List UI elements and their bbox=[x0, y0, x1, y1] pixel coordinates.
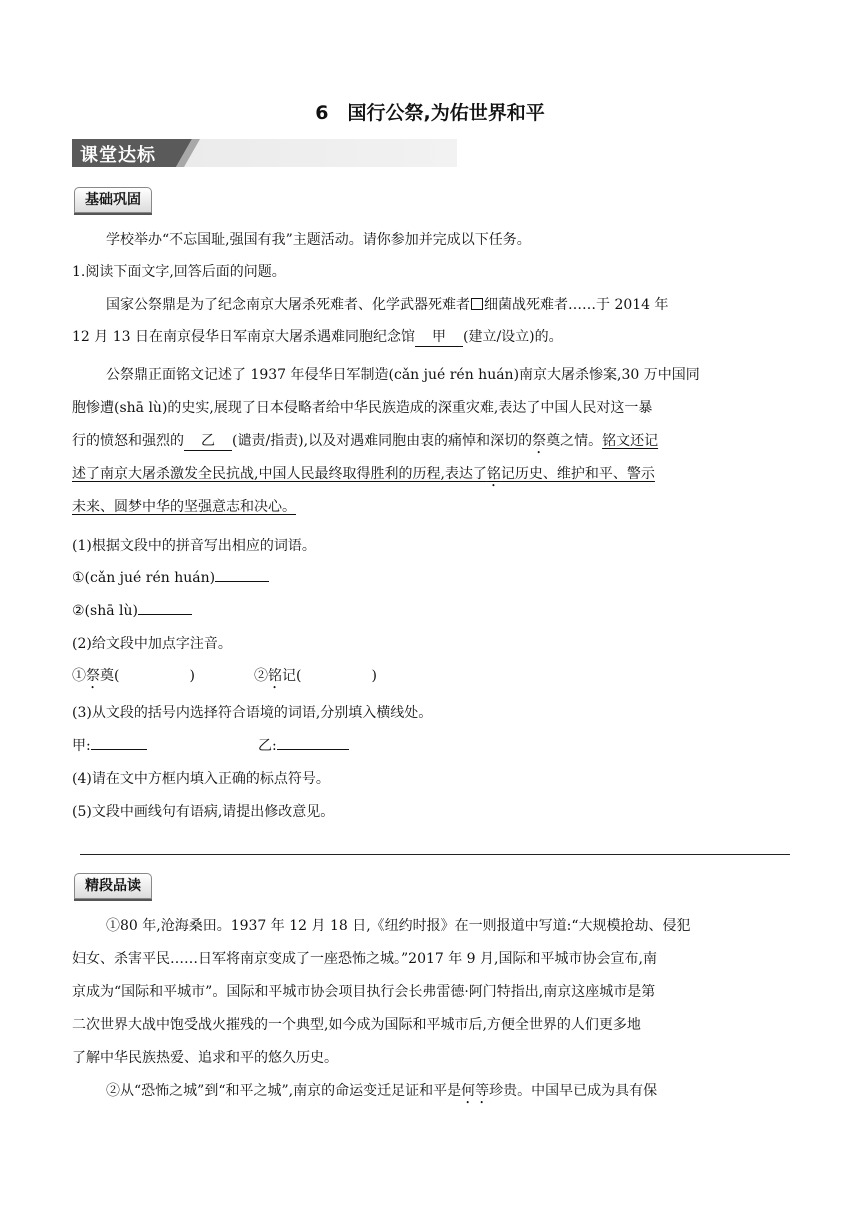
passage-2-line-4: 述了南京大屠杀激发全民抗战,中国人民最终取得胜利的历程,表达了铭记历史、维护和平、警示 bbox=[72, 466, 655, 482]
dotted-char: 铭 bbox=[486, 466, 501, 482]
blank-jia: 甲 bbox=[415, 328, 463, 347]
tag-reading: 精段品读 bbox=[74, 873, 152, 899]
tag-basic: 基础巩固 bbox=[74, 187, 152, 213]
passage-2-line-1: 公祭鼎正面铭文记述了 1937 年侵华日军制造(cǎn jué rén huán)南京大屠杀惨案,30 万中国同 bbox=[106, 367, 700, 383]
reading-line-3: 京成为“国际和平城市”。国际和平城市协会项目执行会长弗雷德·阿门特指出,南京这座城市是第 bbox=[72, 984, 656, 1000]
divider bbox=[80, 854, 790, 855]
passage-1-line-1: 国家公祭鼎是为了纪念南京大屠杀死难者、化学武器死难者 细菌战死难者……于 2014 年 bbox=[106, 297, 669, 313]
sub-question-2-a: ①祭奠( ) bbox=[72, 668, 195, 684]
sub-question-4: (4)请在文中方框内填入正确的标点符号。 bbox=[72, 771, 330, 787]
sub-question-1-b: ②(shā lù) bbox=[72, 601, 192, 621]
underlined-sentence: 铭文还记 bbox=[602, 433, 659, 449]
reading-line-5: 了解中华民族热爱、追求和平的悠久历史。 bbox=[72, 1050, 338, 1066]
sub-question-2-b: ②铭记( ) bbox=[254, 668, 377, 684]
reading-line-4: 二次世界大战中饱受战火摧残的一个典型,如今成为国际和平城市后,方便全世界的人们更多地 bbox=[72, 1017, 641, 1033]
answer-blank[interactable] bbox=[91, 749, 147, 750]
sub-question-3: (3)从文段的括号内选择符合语境的词语,分别填入横线处。 bbox=[72, 705, 433, 721]
punctuation-box bbox=[471, 298, 483, 310]
sub-question-2: (2)给文段中加点字注音。 bbox=[72, 636, 232, 652]
answer-blank[interactable] bbox=[138, 614, 192, 615]
page-title: 6 国行公祭,为佑世界和平 bbox=[315, 102, 545, 124]
sub-question-1-a: ①(cǎn jué rén huán) bbox=[72, 568, 269, 588]
dotted-char: 祭 bbox=[532, 433, 547, 449]
sub-question-3-yi: 乙: bbox=[258, 736, 349, 756]
answer-blank[interactable] bbox=[277, 749, 349, 750]
reading-line-1: ①80 年,沧海桑田。1937 年 12 月 18 日,《纽约时报》在一则报道中写道:“大规模抢劫、侵犯 bbox=[106, 918, 691, 934]
question-1: 1.阅读下面文字,回答后面的问题。 bbox=[72, 264, 286, 280]
answer-blank[interactable] bbox=[215, 581, 269, 582]
reading-para-2-line-1: ②从“恐怖之城”到“和平之城”,南京的命运变迁足证和平是何等珍贵。中国早已成为具有保 bbox=[106, 1083, 658, 1099]
intro-text: 学校举办“不忘国耻,强国有我”主题活动。请你参加并完成以下任务。 bbox=[106, 232, 531, 248]
passage-1-line-2: 12 月 13 日在南京侵华日军南京大屠杀遇难同胞纪念馆 甲 (建立/设立)的。 bbox=[72, 329, 563, 345]
dotted-chars: 何等 bbox=[461, 1083, 490, 1099]
passage-2-line-2: 胞惨遭(shā lù)的史实,展现了日本侵略者给中华民族造成的深重灾难,表达了中国人民对这一暴 bbox=[72, 400, 653, 416]
section-banner-label: 课堂达标 bbox=[80, 145, 156, 166]
passage-2-line-5: 未来、圆梦中华的坚强意志和决心。 bbox=[72, 499, 296, 515]
reading-line-2: 妇女、杀害平民……日军将南京变成了一座恐怖之城。”2017 年 9 月,国际和平城市协会宣布,南 bbox=[72, 951, 657, 967]
sub-question-5: (5)文段中画线句有语病,请提出修改意见。 bbox=[72, 804, 335, 820]
sub-question-1: (1)根据文段中的拼音写出相应的词语。 bbox=[72, 538, 316, 554]
blank-yi: 乙 bbox=[184, 432, 232, 451]
passage-2-line-3: 行的愤怒和强烈的 乙 (谴责/指责),以及对遇难同胞由衷的痛悼和深切的祭奠之情。铭文还记 bbox=[72, 433, 659, 449]
sub-question-3-jia: 甲: bbox=[72, 736, 147, 756]
